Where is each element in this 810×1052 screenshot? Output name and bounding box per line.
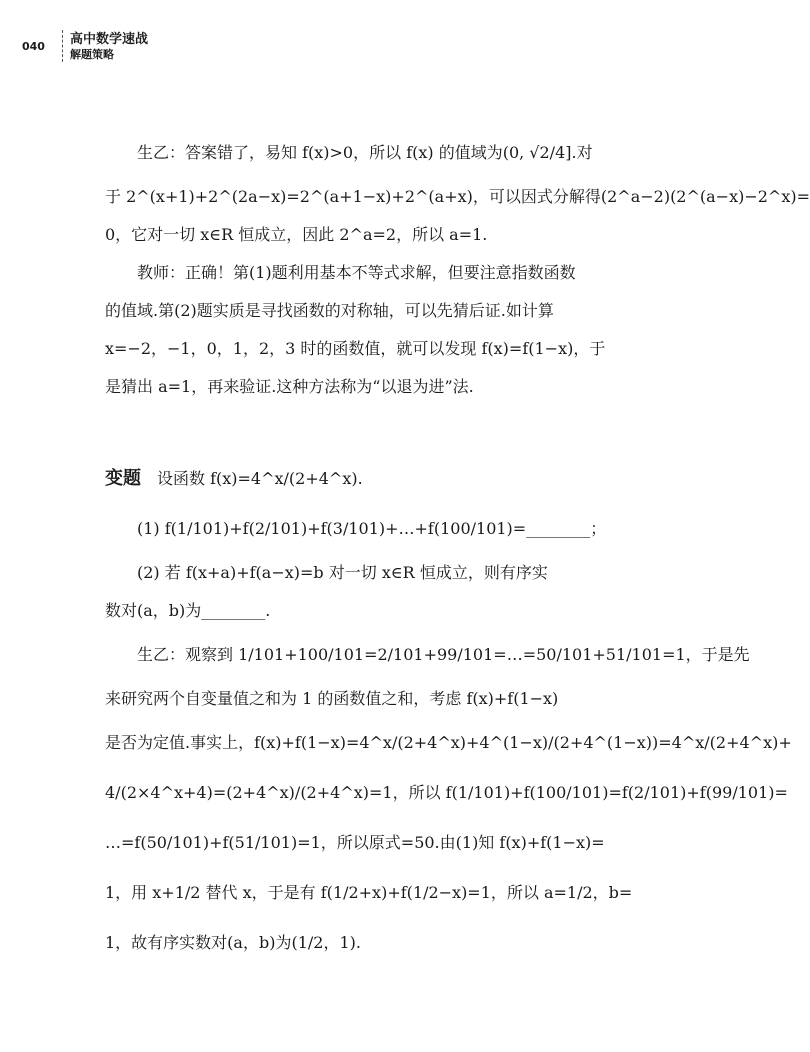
variant-label: 变题 bbox=[105, 468, 141, 489]
solution-line: 生乙：观察到 1/101+100/101=2/101+99/101=…=50/101+51/101=1，于是先 bbox=[137, 645, 750, 664]
header-divider bbox=[62, 30, 63, 62]
section-gap bbox=[105, 406, 705, 454]
variant-stem: 设函数 f(x)=4^x/(2+4^x). bbox=[157, 469, 363, 488]
solution-line: 4/(2×4^x+4)=(2+4^x)/(2+4^x)=1，所以 f(1/101)+f(100/101)=f(2/101)+f(99/101)= bbox=[105, 783, 788, 802]
paragraph-line: 于 2^(x+1)+2^(2a−x)=2^(a+1−x)+2^(a+x)，可以因式分解得(2^a−2)(2^(a−x)−2^x)= bbox=[105, 187, 810, 206]
paragraph-line: 是猜出 a=1，再来验证.这种方法称为“以退为进”法. bbox=[105, 377, 474, 396]
question-2-line-1: (2) 若 f(x+a)+f(a−x)=b 对一切 x∈R 恒成立，则有序实 bbox=[137, 563, 548, 582]
page-body bbox=[105, 128, 810, 968]
book-subtitle: 解题策略 bbox=[70, 48, 114, 61]
question-1: (1) f(1/101)+f(2/101)+f(3/101)+…+f(100/101)=________； bbox=[137, 519, 607, 538]
solution-line: 来研究两个自变量值之和为 1 的函数值之和，考虑 f(x)+f(1−x) bbox=[105, 689, 559, 708]
paragraph-line: 的值域.第(2)题实质是寻找函数的对称轴，可以先猜后证.如计算 bbox=[105, 301, 554, 320]
solution-line: …=f(50/101)+f(51/101)=1，所以原式=50.由(1)知 f(x)+f(1−x)= bbox=[105, 833, 605, 852]
solution-line: 1，故有序实数对(a，b)为(1/2，1). bbox=[105, 933, 361, 952]
page-number: 040 bbox=[22, 40, 45, 53]
solution-line: 1，用 x+1/2 替代 x，于是有 f(1/2+x)+f(1/2−x)=1，所以 a=1/2，b= bbox=[105, 883, 633, 902]
paragraph-line: x=−2，−1，0，1，2，3 时的函数值，就可以发现 f(x)=f(1−x)，于 bbox=[105, 339, 606, 358]
paragraph-line: 教师：正确！第(1)题利用基本不等式求解，但要注意指数函数 bbox=[137, 263, 576, 282]
paragraph-line: 生乙：答案错了，易知 f(x)>0，所以 f(x) 的值域为(0, √2/4].对 bbox=[137, 143, 593, 162]
variant-heading bbox=[105, 454, 705, 504]
book-title: 高中数学速战 bbox=[70, 32, 149, 47]
paragraph-line: 0，它对一切 x∈R 恒成立，因此 2^a=2，所以 a=1. bbox=[105, 225, 488, 244]
question-2-line-2: 数对(a，b)为________. bbox=[105, 601, 271, 620]
solution-line: 是否为定值.事实上，f(x)+f(1−x)=4^x/(2+4^x)+4^(1−x)/(2+4^(1−x))=4^x/(2+4^x)+ bbox=[105, 733, 792, 752]
